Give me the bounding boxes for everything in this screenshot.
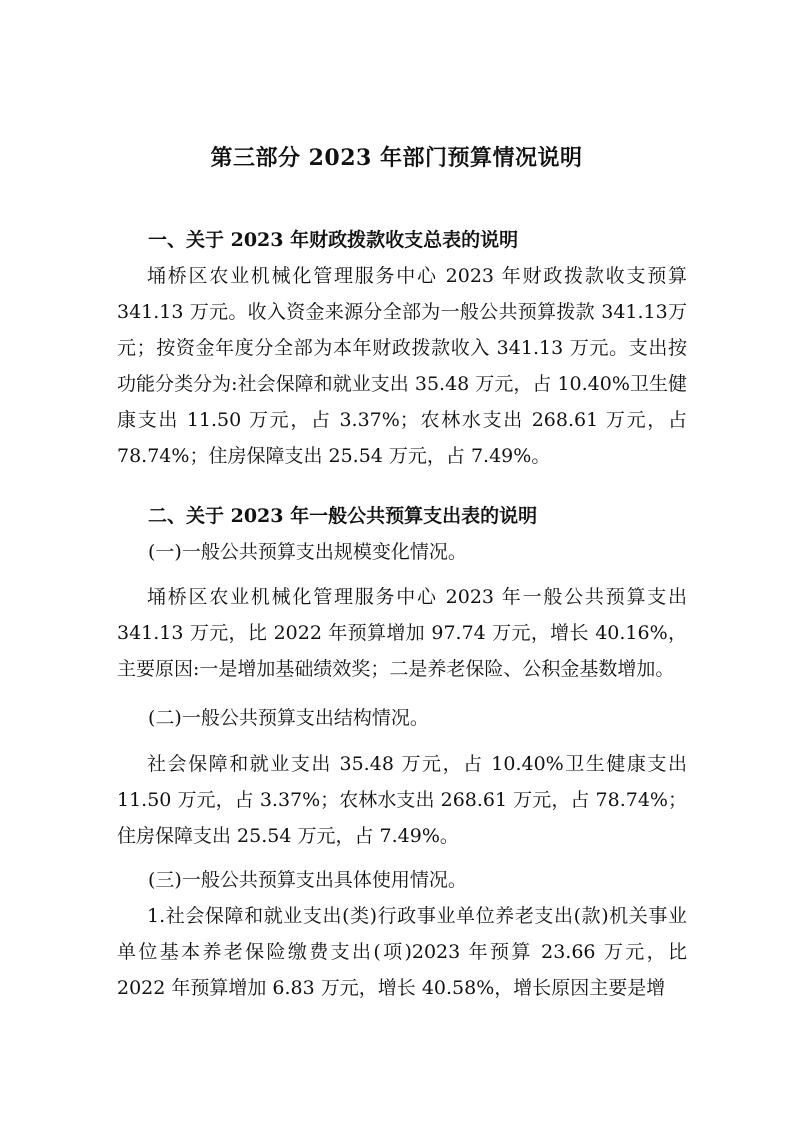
subsection-2-paragraph: 社会保障和就业支出 35.48 万元，占 10.40%卫生健康支出11.50 万元，占 3.37%；农林水支出 268.61 万元，占 78.74%；住房保障支出 25.54 万元，占 7.49%。	[117, 753, 687, 847]
subsection-1-title: (一)一般公共预算支出规模变化情况。	[148, 541, 467, 563]
subsection-3-title: (三)一般公共预算支出具体使用情况。	[148, 869, 467, 891]
section-2-heading: 二、关于 2023 年一般公共预算支出表的说明	[148, 505, 538, 527]
section-1-heading: 一、关于 2023 年财政拨款收支总表的说明	[148, 229, 519, 251]
subsection-2-title: (二)一般公共预算支出结构情况。	[148, 707, 429, 729]
page-title: 第三部分 2023 年部门预算情况说明	[210, 145, 583, 171]
subsection-1-paragraph: 埇桥区农业机械化管理服务中心 2023 年一般公共预算支出341.13 万元，比 2022 年预算增加 97.74 万元，增长 40.16%，主要原因:一是增加基础绩效奖；二是养老保险、公积金基数增加。	[117, 586, 687, 680]
subsection-3-paragraph: 1.社会保障和就业支出(类)行政事业单位养老支出(款)机关事业单位基本养老保险缴费支出(项)2023 年预算 23.66 万元，比 2022 年预算增加 6.83 万元，增长 40.58%，增长原因主要是增	[117, 905, 687, 999]
section-1-paragraph: 埇桥区农业机械化管理服务中心 2023 年财政拨款收支预算341.13 万元。收入资金来源分全部为一般公共预算拨款 341.13万元；按资金年度分全部为本年财政拨款收入 341.13 万元。支出按功能分类分为:社会保障和就业支出 35.48 万元，占 10.40%卫生健康支出 11.50 万元，占 3.37%；农林水支出 268.61 万元，占 78.74%；住房保障支出 25.54 万元，占 7.49%。	[117, 265, 687, 467]
